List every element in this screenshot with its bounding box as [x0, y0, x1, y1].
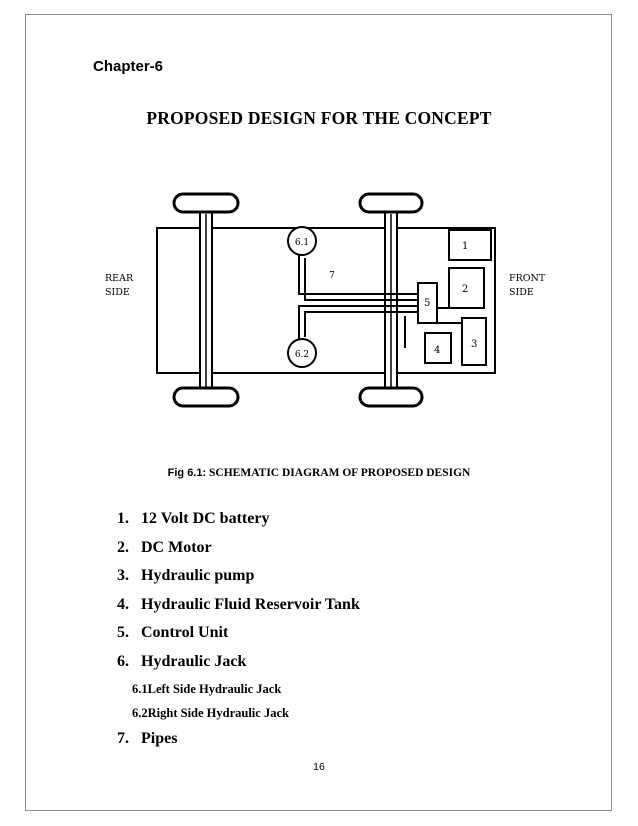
label-rear-2: SIDE	[105, 287, 130, 298]
list-item: 2. DC Motor	[117, 538, 212, 556]
list-item: 7. Pipes	[117, 729, 178, 747]
chapter-label: Chapter-6	[93, 58, 164, 75]
pipes	[299, 255, 418, 339]
list-item: 3. Hydraulic pump	[117, 567, 255, 585]
label-7: 7	[329, 271, 335, 281]
front-top-wheel	[360, 194, 422, 212]
label-3: 3	[471, 339, 478, 350]
sub-list-item: 6.1Left Side Hydraulic Jack	[132, 681, 282, 696]
rear-top-wheel	[174, 194, 238, 212]
label-front-2: SIDE	[509, 287, 534, 298]
label-2: 2	[462, 284, 469, 295]
label-4: 4	[434, 345, 441, 356]
label-6-1: 6.1	[294, 238, 310, 248]
page-number: 16	[313, 761, 325, 773]
list-item: 6. Hydraulic Jack	[117, 652, 247, 670]
figure-number: Fig 6.1:	[167, 467, 207, 479]
figure-caption	[0, 467, 638, 479]
sub-list-item: 6.2Right Side Hydraulic Jack	[132, 705, 289, 720]
label-front-1: FRONT	[509, 273, 546, 284]
label-1: 1	[462, 241, 469, 252]
rear-bottom-wheel	[174, 388, 238, 406]
schematic-diagram	[100, 188, 560, 418]
label-5: 5	[424, 298, 431, 309]
label-6-2: 6.2	[294, 350, 310, 360]
page-title: PROPOSED DESIGN FOR THE CONCEPT	[146, 108, 492, 128]
figure-caption-text: SCHEMATIC DIAGRAM OF PROPOSED DESIGN	[209, 467, 471, 479]
front-bottom-wheel	[360, 388, 422, 406]
component-list	[117, 505, 360, 753]
list-item: 5. Control Unit	[117, 624, 229, 642]
list-item: 4. Hydraulic Fluid Reservoir Tank	[117, 595, 360, 613]
label-rear-1: REAR	[105, 273, 134, 284]
component-1-battery	[449, 230, 491, 260]
list-item: 1. 12 Volt DC battery	[117, 510, 270, 527]
